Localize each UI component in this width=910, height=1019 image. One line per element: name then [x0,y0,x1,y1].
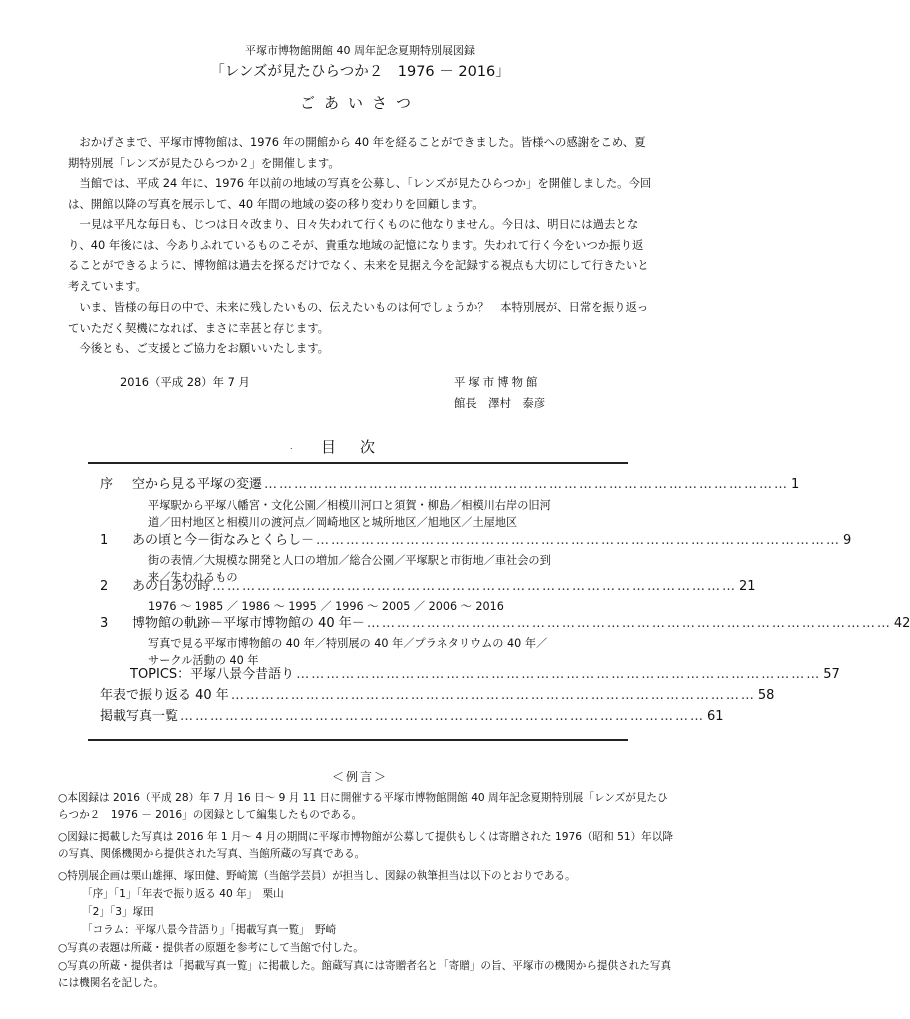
toc-subsection: 平塚駅から平塚八幡宮・文化公園／相模川河口と須賀・柳島／相模川右岸の旧河 [148,499,551,512]
toc-entry-page: 42 [893,616,910,631]
toc-entry-page: 61 [707,709,724,724]
note-item: ○特別展企画は栗山雄揮、塚田健、野崎篤（当館学芸員）が担当し、図録の執筆担当は以下のとおりである。 [58,870,576,882]
toc-leader-dots: …………………………………………………………………………………………… [180,709,706,724]
toc-leader-dots: …………………………………………………………………………………………… [212,579,738,594]
director-name: 館長 澤村 泰彦 [454,396,546,410]
note-item: ○写真の所蔵・提供者は「掲載写真一覧」に掲載した。館蔵写真には寄贈者名と「寄贈」の旨、平塚市の機関から提供された写真には機関名を記した。 [58,960,672,990]
greeting-paragraph: 当館では、平成 24 年に、1976 年以前の地域の写真を公募し、「レンズが見たひらつか」を開催しました。今回は、開館以降の写真を展示して、40 年間の地域の姿の移り変わりを回顧します。 [68,176,652,211]
toc-entry[interactable] [130,666,840,684]
toc-entry[interactable] [100,687,775,705]
toc-leader-dots: …………………………………………………………………………………………… [296,667,822,682]
toc-entry-label: あの日あの時 [132,579,211,594]
toc-entry-label: 年表で振り返る 40 年 [100,688,229,703]
toc-leader-dots: …………………………………………………………………………………………… [230,688,756,703]
toc-leader-dots: …………………………………………………………………………………………… [366,616,892,631]
greeting-paragraph: おかげさまで、平塚市博物館は、1976 年の開館から 40 年を経ることができました。皆様への感謝をこめ、夏期特別展「レンズが見たひらつか２」を開催します。 [68,135,646,170]
note-author-line: 「序」「1」「年表で振り返る 40 年」 栗山 [82,888,284,900]
toc-leader-dots: …………………………………………………………………………………………… [264,477,790,492]
note-item: ○図録に掲載した写真は 2016 年 1 月～ 4 月の期間に平塚市博物館が公募して提供もしくは寄贈された 1976（昭和 51）年以降の写真、関係機関から提供された写真、当館所蔵の写真である。 [58,831,673,861]
toc-entry-page: 21 [739,579,756,594]
toc-subsection: 写真で見る平塚市博物館の 40 年／特別展の 40 年／プラネタリウムの 40 年／ [148,637,548,650]
toc-entry[interactable] [100,476,800,494]
exhibition-title: 「レンズが見たひらつか２ 1976 － 2016」 [210,64,510,80]
toc-entry[interactable] [100,708,724,726]
greeting-paragraph: 一見は平凡な毎日も、じつは日々改まり、日々失われて行くものに他なりません。今日は、明日には過去となり、40 年後には、今ありふれているものこそが、貴重な地域の記憶になります。失われて行く今をいつか振り返ることができるように、博物館は過去を探るだけでなく、未来を見据え今を記録する視点も大切にして行きたいと考えています。 [68,217,649,293]
toc-entry-number: 2 [100,579,109,594]
toc-entry-number: 1 [100,533,109,548]
speck-mark: . [290,442,293,451]
greeting-paragraph: いま、皆様の毎日の中で、未来に残したいもの、伝えたいものは何でしょうか？ 本特別展が、日常を振り返っていただく契機になれば、まさに幸甚と存じます。 [68,300,649,335]
toc-entry-label: 掲載写真一覧 [100,709,179,724]
toc-entry[interactable] [100,578,756,596]
toc-entry-page: 57 [823,667,840,682]
note-item: ○写真の表題は所蔵・提供者の原題を参考にして当館で付した。 [58,942,364,954]
greeting-paragraph: 今後とも、ご支援とご協力をお願いいたします。 [79,341,330,355]
toc-subsection: 1976 ～ 1985 ／ 1986 ～ 1995 ／ 1996 ～ 2005 ／ 2006 ～ 2016 [148,600,504,613]
toc-leader-dots: …………………………………………………………………………………………… [316,533,842,548]
toc-subsection: 来／失われるもの [148,571,238,584]
toc-entry-page: 1 [791,477,800,492]
toc-entry[interactable] [100,615,910,633]
toc-subsection: 街の表情／大規模な開発と人口の増加／総合公園／平塚駅と市街地／車社会の到 [148,554,551,567]
toc-title: 目次 [320,438,399,456]
toc-entry-label: 博物館の軌跡－平塚市博物館の 40 年－ [132,616,365,631]
organization-name: 平塚市博物館 [454,375,541,389]
toc-entry-number: 序 [100,477,114,492]
toc-subsection: 道／田村地区と相模川の渡河点／岡崎地区と城所地区／旭地区／土屋地区 [148,516,518,529]
toc-entry-page: 58 [757,688,775,703]
toc-entry-label: TOPICS：平塚八景今昔語り [130,667,295,682]
note-item: ○本図録は 2016（平成 28）年 7 月 16 日～ 9 月 11 日に開催する平塚市博物館開館 40 周年記念夏期特別展「レンズが見たひらつか２ 1976 － 2016」の図録として編集したものである。 [58,792,668,822]
note-author-line: 「2」「3」塚田 [82,906,154,918]
toc-subsection: サークル活動の 40 年 [148,654,259,667]
note-author-line: 「コラム：平塚八景今昔語り」「掲載写真一覧」 野崎 [82,924,337,936]
notes-title: ＜例言＞ [331,770,388,784]
toc-entry[interactable] [100,532,852,550]
toc-entry-page: 9 [843,533,852,548]
toc-entry-number: 3 [100,616,109,631]
table-of-contents [88,462,910,741]
greeting-date: 2016（平成 28）年 7 月 [120,375,250,389]
greeting-title: ごあいさつ [299,94,420,112]
series-title: 平塚市博物館開館 40 周年記念夏期特別展図録 [245,44,475,57]
toc-entry-label: あの頃と今－街なみとくらし－ [132,533,315,548]
toc-entry-label: 空から見る平塚の変遷 [132,477,263,492]
